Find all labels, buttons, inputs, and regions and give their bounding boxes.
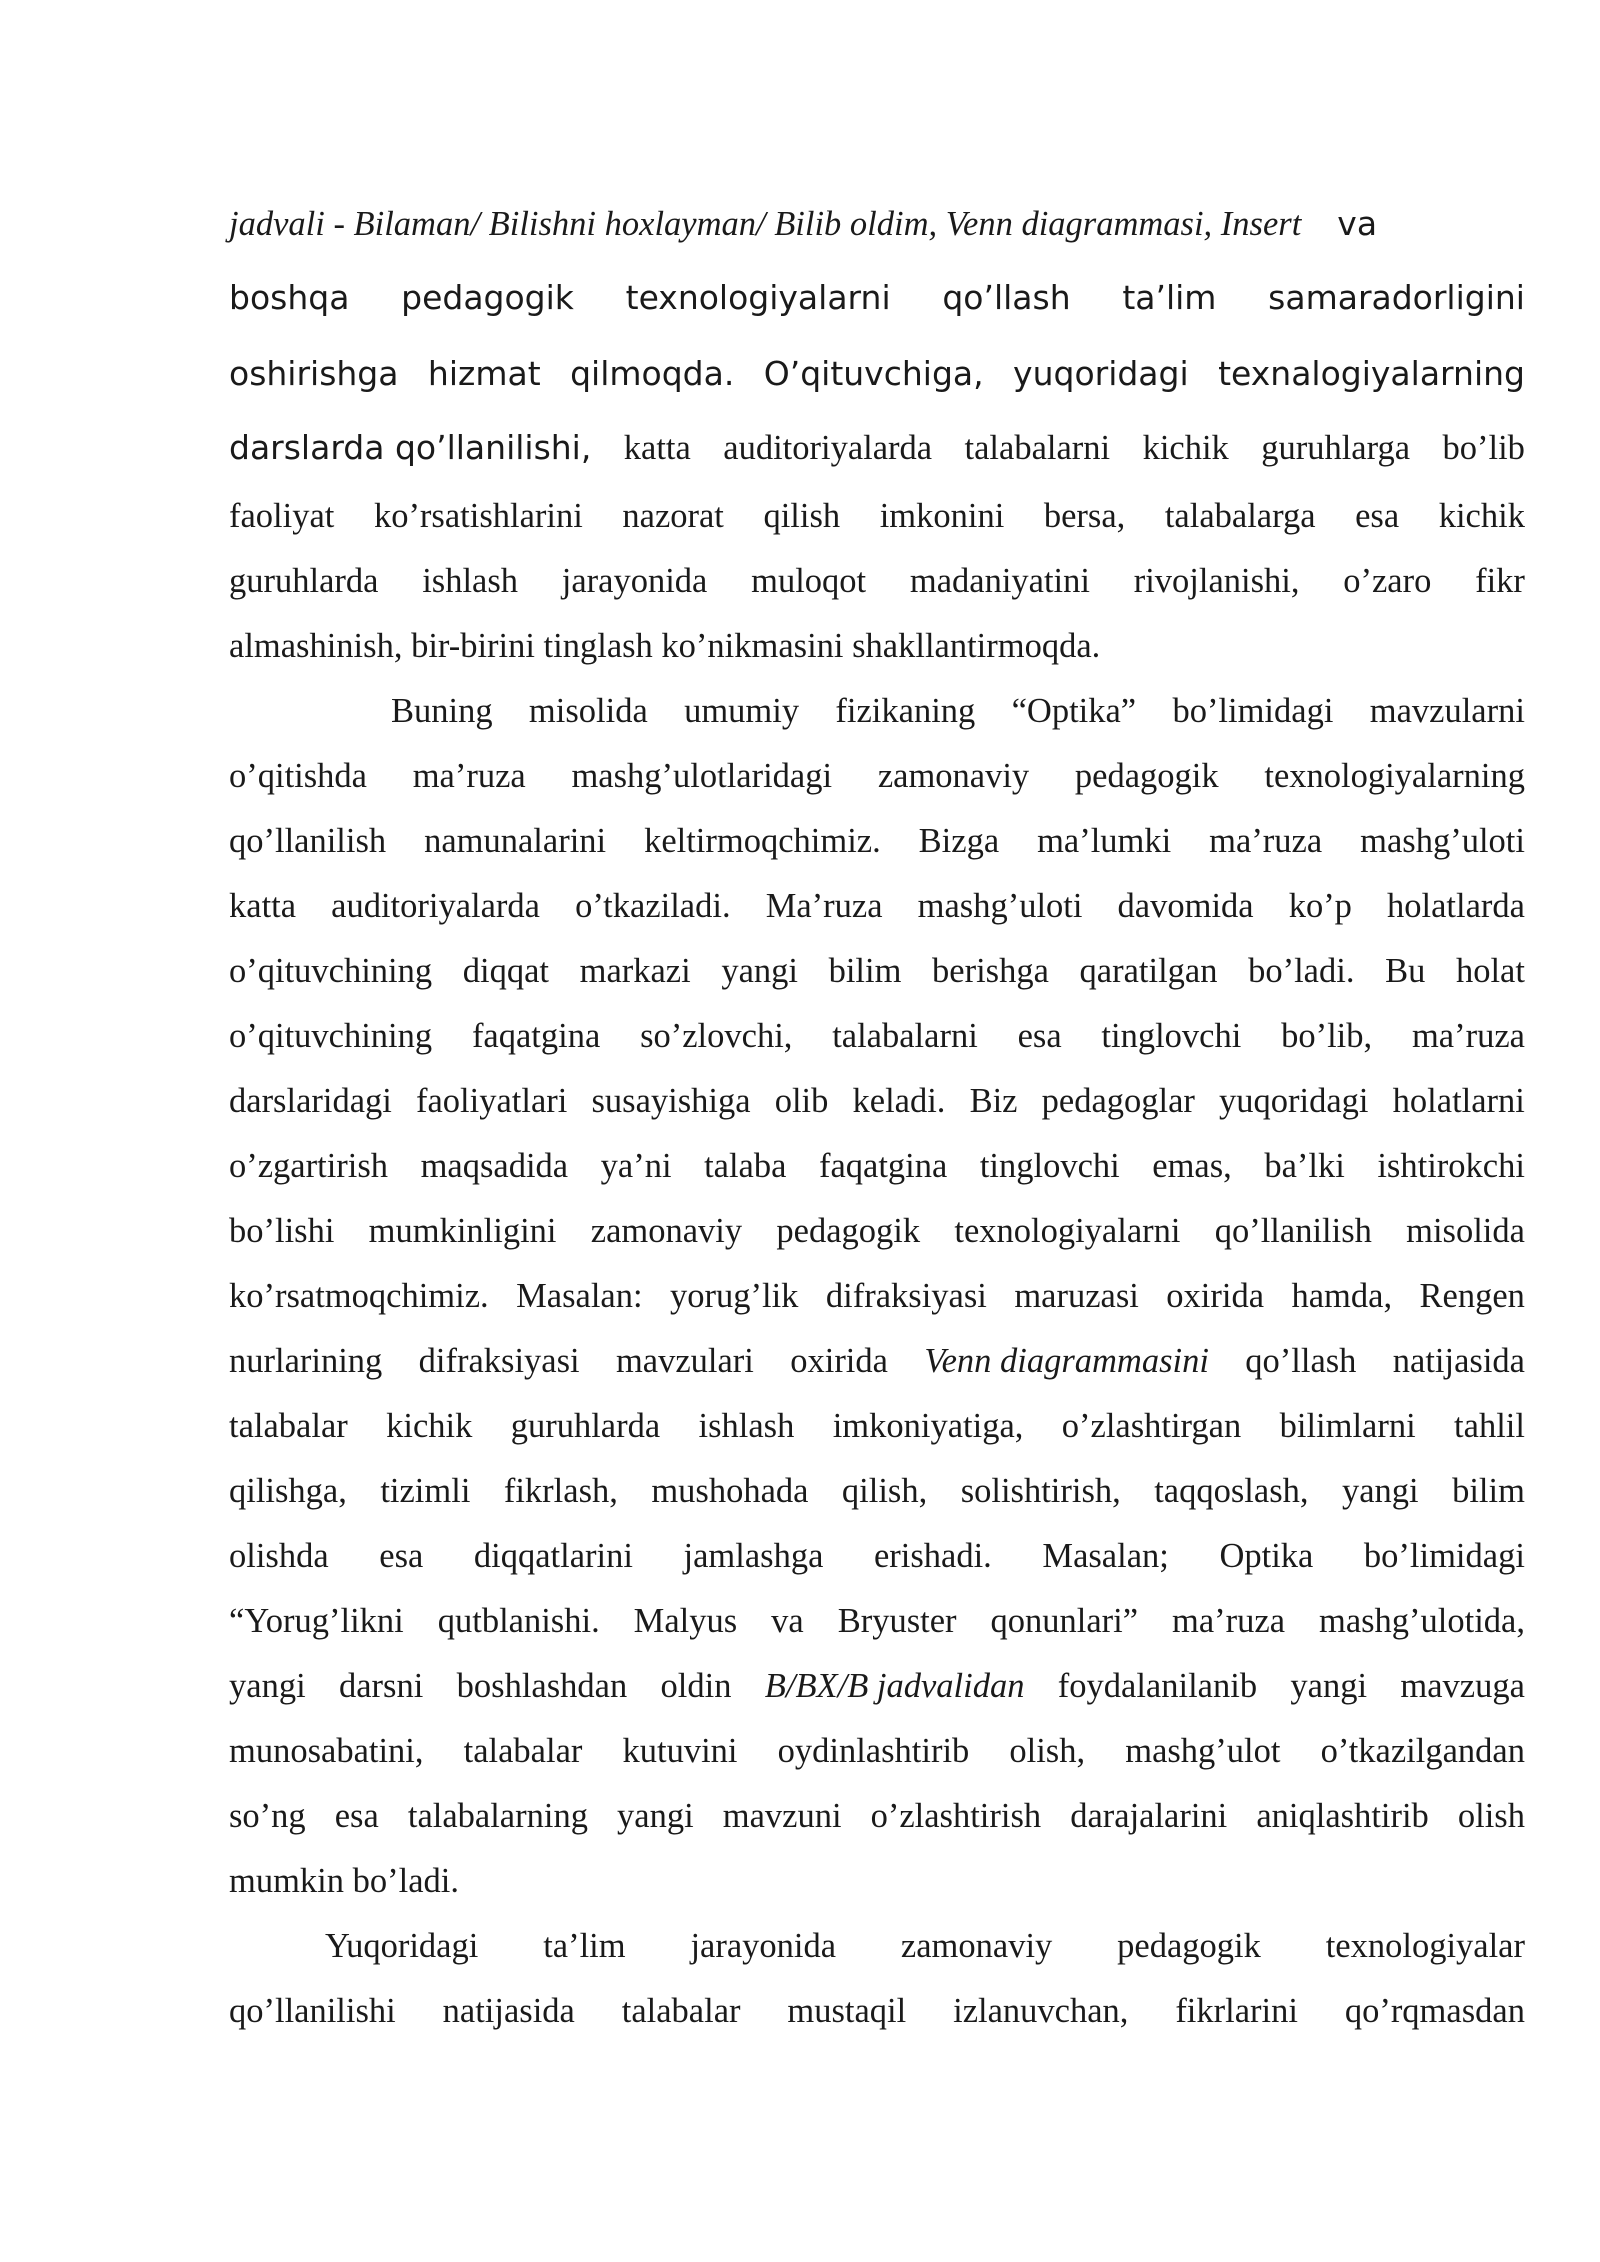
text-word: qaratilgan xyxy=(1079,952,1218,990)
text-word: bo’lib xyxy=(1442,429,1525,467)
text-word: kichik xyxy=(386,1407,473,1445)
text-word: ko’rsatmoqchimiz. xyxy=(229,1277,489,1315)
text-line xyxy=(229,1004,1525,1069)
text-word: o’qituvchining xyxy=(229,952,433,990)
text-word: qo’llash xyxy=(1245,1342,1357,1380)
text-word: qo’llash xyxy=(942,278,1071,317)
text-word: holatlarda xyxy=(1387,887,1525,925)
text-word: Bryuster xyxy=(837,1602,957,1640)
text-word: fikrlash, xyxy=(503,1472,618,1510)
text-word: pedagogik xyxy=(401,278,574,317)
text-word: hamda, xyxy=(1291,1277,1393,1315)
text-word: jarayonida xyxy=(561,562,708,600)
text-word: markazi xyxy=(579,952,691,990)
text-word: texnologiyalarning xyxy=(1264,757,1525,795)
text-line xyxy=(229,1134,1525,1199)
text-line xyxy=(229,484,1525,549)
text-word: oshirishga xyxy=(229,354,399,393)
text-word: muloqot xyxy=(751,562,867,600)
text-word: esa xyxy=(379,1537,424,1575)
text-word: O’qituvchiga, xyxy=(763,354,984,393)
text-word: misolida xyxy=(1406,1212,1525,1250)
text-word: texnologiyalarni xyxy=(625,278,891,317)
text-word: yangi xyxy=(617,1797,694,1835)
text-word: qilishga, xyxy=(229,1472,347,1510)
text-word: erishadi. xyxy=(873,1537,992,1575)
text-word: talabalar xyxy=(621,1992,741,2030)
text-word: o’qituvchining xyxy=(229,1017,433,1055)
text-line xyxy=(229,1849,1525,1914)
text-word: va xyxy=(771,1602,804,1640)
text-word: emas, xyxy=(1152,1147,1232,1185)
text-word: o’tkazilgandan xyxy=(1320,1732,1525,1770)
text-word: esa xyxy=(334,1797,379,1835)
text-word: talabalar xyxy=(229,1407,348,1445)
text-word: qo’llanilishi xyxy=(229,1992,396,2030)
text-word: Ma’ruza xyxy=(765,887,883,925)
text-word: jarayonida xyxy=(690,1927,837,1965)
text-word: olish xyxy=(1457,1797,1525,1835)
text-line xyxy=(229,1524,1525,1589)
text-word: ya’ni xyxy=(600,1147,672,1185)
text-word: yangi xyxy=(1341,1472,1419,1510)
text-word: qutblanishi. xyxy=(437,1602,600,1640)
text-word: mashg’uloti xyxy=(1360,822,1525,860)
text-word: samaradorligini xyxy=(1268,278,1525,317)
text-word: madaniyatini xyxy=(909,562,1090,600)
text-word: katta xyxy=(229,887,297,925)
text-word: susayishiga xyxy=(591,1082,751,1120)
text-line xyxy=(229,1329,1525,1394)
text-word: “Optika” xyxy=(1011,692,1137,730)
text-word: maruzasi xyxy=(1014,1277,1139,1315)
text-line xyxy=(229,336,1525,412)
text-line xyxy=(229,549,1525,614)
text-word: imkoniyatiga, xyxy=(832,1407,1024,1445)
text-word: bo’ladi. xyxy=(1248,952,1355,990)
text-line xyxy=(229,1069,1525,1134)
text-word: yangi xyxy=(229,1667,306,1705)
text-word: olib xyxy=(774,1082,829,1120)
text-word: esa xyxy=(1355,497,1400,535)
text-word: B/BX/B jadvalidan xyxy=(764,1667,1025,1705)
text-word: Rengen xyxy=(1419,1277,1525,1315)
text-word: olish, xyxy=(1009,1732,1086,1770)
text-word: Optika xyxy=(1219,1537,1314,1575)
text-word: tinglovchi xyxy=(979,1147,1120,1185)
text-word: difraksiyasi xyxy=(825,1277,987,1315)
text-word: zamonaviy xyxy=(900,1927,1053,1965)
text-word: zamonaviy xyxy=(877,757,1030,795)
text-word: o’tkaziladi. xyxy=(575,887,731,925)
text-word: darsni xyxy=(338,1667,424,1705)
text-word: faoliyat xyxy=(229,497,335,535)
text-word: qilmoqda. xyxy=(570,354,735,393)
text-word: texnalogiyalarning xyxy=(1218,354,1525,393)
text-word: qo’rqmasdan xyxy=(1344,1992,1525,2030)
text-word: olishda xyxy=(229,1537,329,1575)
text-word: oxirida xyxy=(790,1342,888,1380)
text-word: mumkin bo’ladi. xyxy=(229,1862,459,1900)
text-line xyxy=(229,939,1525,1004)
text-word: jamlashga xyxy=(683,1537,824,1575)
text-line xyxy=(229,1719,1525,1784)
text-word: rivojlanishi, xyxy=(1133,562,1300,600)
text-line xyxy=(229,874,1525,939)
text-word: texnologiyalar xyxy=(1325,1927,1525,1965)
text-word: keltirmoqchimiz. xyxy=(644,822,881,860)
text-word: aniqlashtirib xyxy=(1256,1797,1429,1835)
text-line xyxy=(229,809,1525,874)
text-word: kichik xyxy=(1142,429,1229,467)
text-word: Buning xyxy=(391,692,493,730)
text-word: bersa, xyxy=(1043,497,1126,535)
text-word: difraksiyasi xyxy=(418,1342,580,1380)
text-word: talabalar xyxy=(463,1732,583,1770)
text-word: fizikaning xyxy=(835,692,976,730)
text-word: texnologiyalarni xyxy=(954,1212,1181,1250)
text-word: Bu xyxy=(1385,952,1426,990)
text-word: Malyus xyxy=(633,1602,738,1640)
text-word: Masalan; xyxy=(1042,1537,1169,1575)
text-word: talabalarning xyxy=(407,1797,588,1835)
text-line xyxy=(229,1264,1525,1329)
text-word: nazorat xyxy=(622,497,724,535)
text-word: jadvali - Bilaman/ Bilishni hoxlayman/ Bilib oldim, Venn diagrammasi, Insert xyxy=(229,205,1302,243)
text-word: mavzularni xyxy=(1369,692,1525,730)
text-word: pedagogik xyxy=(1074,757,1219,795)
text-word: yuqoridagi xyxy=(1013,354,1189,393)
text-word: talaba xyxy=(704,1147,787,1185)
text-word: Bizga xyxy=(918,822,1000,860)
text-word: “Yorug’likni xyxy=(229,1602,404,1640)
text-word: so’zlovchi, xyxy=(640,1017,793,1055)
text-word: darajalarini xyxy=(1070,1797,1228,1835)
text-word: qo’llanilish xyxy=(229,822,387,860)
text-word: qilish xyxy=(763,497,841,535)
text-word: talabalarni xyxy=(964,429,1111,467)
text-word: ma’ruza xyxy=(1411,1017,1525,1055)
text-word: boshlashdan xyxy=(456,1667,628,1705)
text-word: qo’llanilish xyxy=(1214,1212,1372,1250)
text-word: mumkinligini xyxy=(368,1212,557,1250)
text-word: bilim xyxy=(828,952,902,990)
text-word: mavzuni xyxy=(722,1797,842,1835)
text-word: va xyxy=(1337,204,1378,243)
text-line xyxy=(229,1654,1525,1719)
text-word: oydinlashtirib xyxy=(777,1732,970,1770)
text-word: Biz xyxy=(969,1082,1018,1120)
text-line xyxy=(229,260,1525,336)
text-word: so’ng xyxy=(229,1797,306,1835)
text-word: bo’limidagi xyxy=(1363,1537,1525,1575)
text-word: ma’lumki xyxy=(1037,822,1172,860)
text-word: nurlarining xyxy=(229,1342,383,1380)
text-word: davomida xyxy=(1117,887,1254,925)
text-word: ta’lim xyxy=(543,1927,626,1965)
text-word: zamonaviy xyxy=(590,1212,743,1250)
text-word: boshqa xyxy=(229,278,350,317)
text-line xyxy=(229,1979,1525,2044)
text-word: bilim xyxy=(1452,1472,1525,1510)
text-word: tinglovchi xyxy=(1101,1017,1242,1055)
text-word: ishtirokchi xyxy=(1377,1147,1525,1185)
text-word: darslarda qo’llanilishi, xyxy=(229,428,592,467)
text-line xyxy=(229,188,1525,260)
text-word: tahlil xyxy=(1454,1407,1525,1445)
text-word: natijasida xyxy=(442,1992,575,2030)
text-word: yorug’lik xyxy=(670,1277,799,1315)
text-word: qonunlari” xyxy=(990,1602,1139,1640)
text-word: almashinish, bir-birini tinglash ko’nikmasini shakllantirmoqda. xyxy=(229,627,1101,665)
text-word: o’zlashtirish xyxy=(870,1797,1042,1835)
text-word: natijasida xyxy=(1392,1342,1525,1380)
text-word: holat xyxy=(1455,952,1525,990)
text-word: maqsadida xyxy=(420,1147,569,1185)
text-word: mushohada xyxy=(651,1472,809,1510)
text-word: misolida xyxy=(528,692,648,730)
text-line xyxy=(229,679,1525,744)
text-word: Masalan: xyxy=(516,1277,643,1315)
text-word: pedagogik xyxy=(1117,1927,1261,1965)
text-word: pedagoglar xyxy=(1041,1082,1195,1120)
text-word: Yuqoridagi xyxy=(325,1927,479,1965)
text-word: ma’ruza xyxy=(412,757,526,795)
text-word: darslaridagi xyxy=(229,1082,392,1120)
text-word: mashg’ulotlaridagi xyxy=(571,757,833,795)
text-word: guruhlarga xyxy=(1261,429,1411,467)
text-word: hizmat xyxy=(427,354,541,393)
text-word: o’qitishda xyxy=(229,757,367,795)
text-word: berishga xyxy=(932,952,1049,990)
text-word: Venn diagrammasini xyxy=(924,1342,1209,1380)
text-word: taqqoslash, xyxy=(1154,1472,1309,1510)
text-line xyxy=(229,1459,1525,1524)
text-word: mashg’uloti xyxy=(917,887,1083,925)
text-word: auditoriyalarda xyxy=(723,429,933,467)
text-line xyxy=(229,1784,1525,1849)
body-text xyxy=(229,188,1525,2044)
text-word: imkonini xyxy=(879,497,1005,535)
text-word: ba’lki xyxy=(1264,1147,1345,1185)
text-word: bo’lishi xyxy=(229,1212,335,1250)
text-word: namunalarini xyxy=(424,822,607,860)
text-word: kichik xyxy=(1438,497,1525,535)
text-line xyxy=(229,412,1525,484)
text-word: umumiy xyxy=(684,692,800,730)
text-word: izlanuvchan, xyxy=(953,1992,1129,2030)
text-word: pedagogik xyxy=(776,1212,921,1250)
text-word: ko’p xyxy=(1288,887,1352,925)
text-word: fikrlarini xyxy=(1175,1992,1298,2030)
text-word: mavzuga xyxy=(1400,1667,1525,1705)
text-word: esa xyxy=(1017,1017,1062,1055)
text-word: o’zlashtirgan xyxy=(1061,1407,1242,1445)
text-word: yangi xyxy=(721,952,798,990)
text-word: kutuvini xyxy=(622,1732,738,1770)
text-word: qilish, xyxy=(841,1472,928,1510)
text-word: ishlash xyxy=(422,562,519,600)
text-word: keladi. xyxy=(852,1082,946,1120)
text-line xyxy=(229,1589,1525,1654)
text-word: faqatgina xyxy=(818,1147,948,1185)
text-line xyxy=(229,744,1525,809)
text-word: katta xyxy=(623,429,691,467)
text-word: auditoriyalarda xyxy=(331,887,540,925)
text-word: ta’lim xyxy=(1122,278,1217,317)
text-word: yangi xyxy=(1290,1667,1368,1705)
text-word: guruhlarda xyxy=(229,562,379,600)
text-word: holatlarni xyxy=(1392,1082,1525,1120)
text-word: mashg’ulotida, xyxy=(1318,1602,1525,1640)
text-line xyxy=(229,614,1525,679)
text-word: fikr xyxy=(1475,562,1525,600)
text-word: ko’rsatishlarini xyxy=(373,497,583,535)
text-line xyxy=(229,1199,1525,1264)
text-word: bilimlarni xyxy=(1279,1407,1416,1445)
text-word: faqatgina xyxy=(471,1017,601,1055)
text-word: talabalarni xyxy=(832,1017,978,1055)
text-word: tizimli xyxy=(380,1472,471,1510)
text-word: ma’ruza xyxy=(1209,822,1323,860)
text-word: diqqatlarini xyxy=(473,1537,633,1575)
text-word: bo’limidagi xyxy=(1172,692,1334,730)
text-line xyxy=(229,1394,1525,1459)
text-word: diqqat xyxy=(462,952,549,990)
text-word: guruhlarda xyxy=(510,1407,661,1445)
text-word: mashg’ulot xyxy=(1125,1732,1281,1770)
text-word: o’zgartirish xyxy=(229,1147,389,1185)
text-word: o’zaro xyxy=(1343,562,1432,600)
text-word: bo’lib, xyxy=(1281,1017,1373,1055)
text-word: faoliyatlari xyxy=(416,1082,568,1120)
text-word: ma’ruza xyxy=(1172,1602,1286,1640)
text-word: mavzulari xyxy=(615,1342,754,1380)
text-word: mustaqil xyxy=(787,1992,907,2030)
text-word: solishtirish, xyxy=(960,1472,1121,1510)
text-word: foydalanilanib xyxy=(1057,1667,1258,1705)
text-word: oxirida xyxy=(1166,1277,1265,1315)
text-line xyxy=(229,1914,1525,1979)
text-word: ishlash xyxy=(698,1407,795,1445)
text-word: talabalarga xyxy=(1164,497,1316,535)
text-word: munosabatini, xyxy=(229,1732,424,1770)
text-word: yuqoridagi xyxy=(1219,1082,1369,1120)
text-word: oldin xyxy=(660,1667,732,1705)
